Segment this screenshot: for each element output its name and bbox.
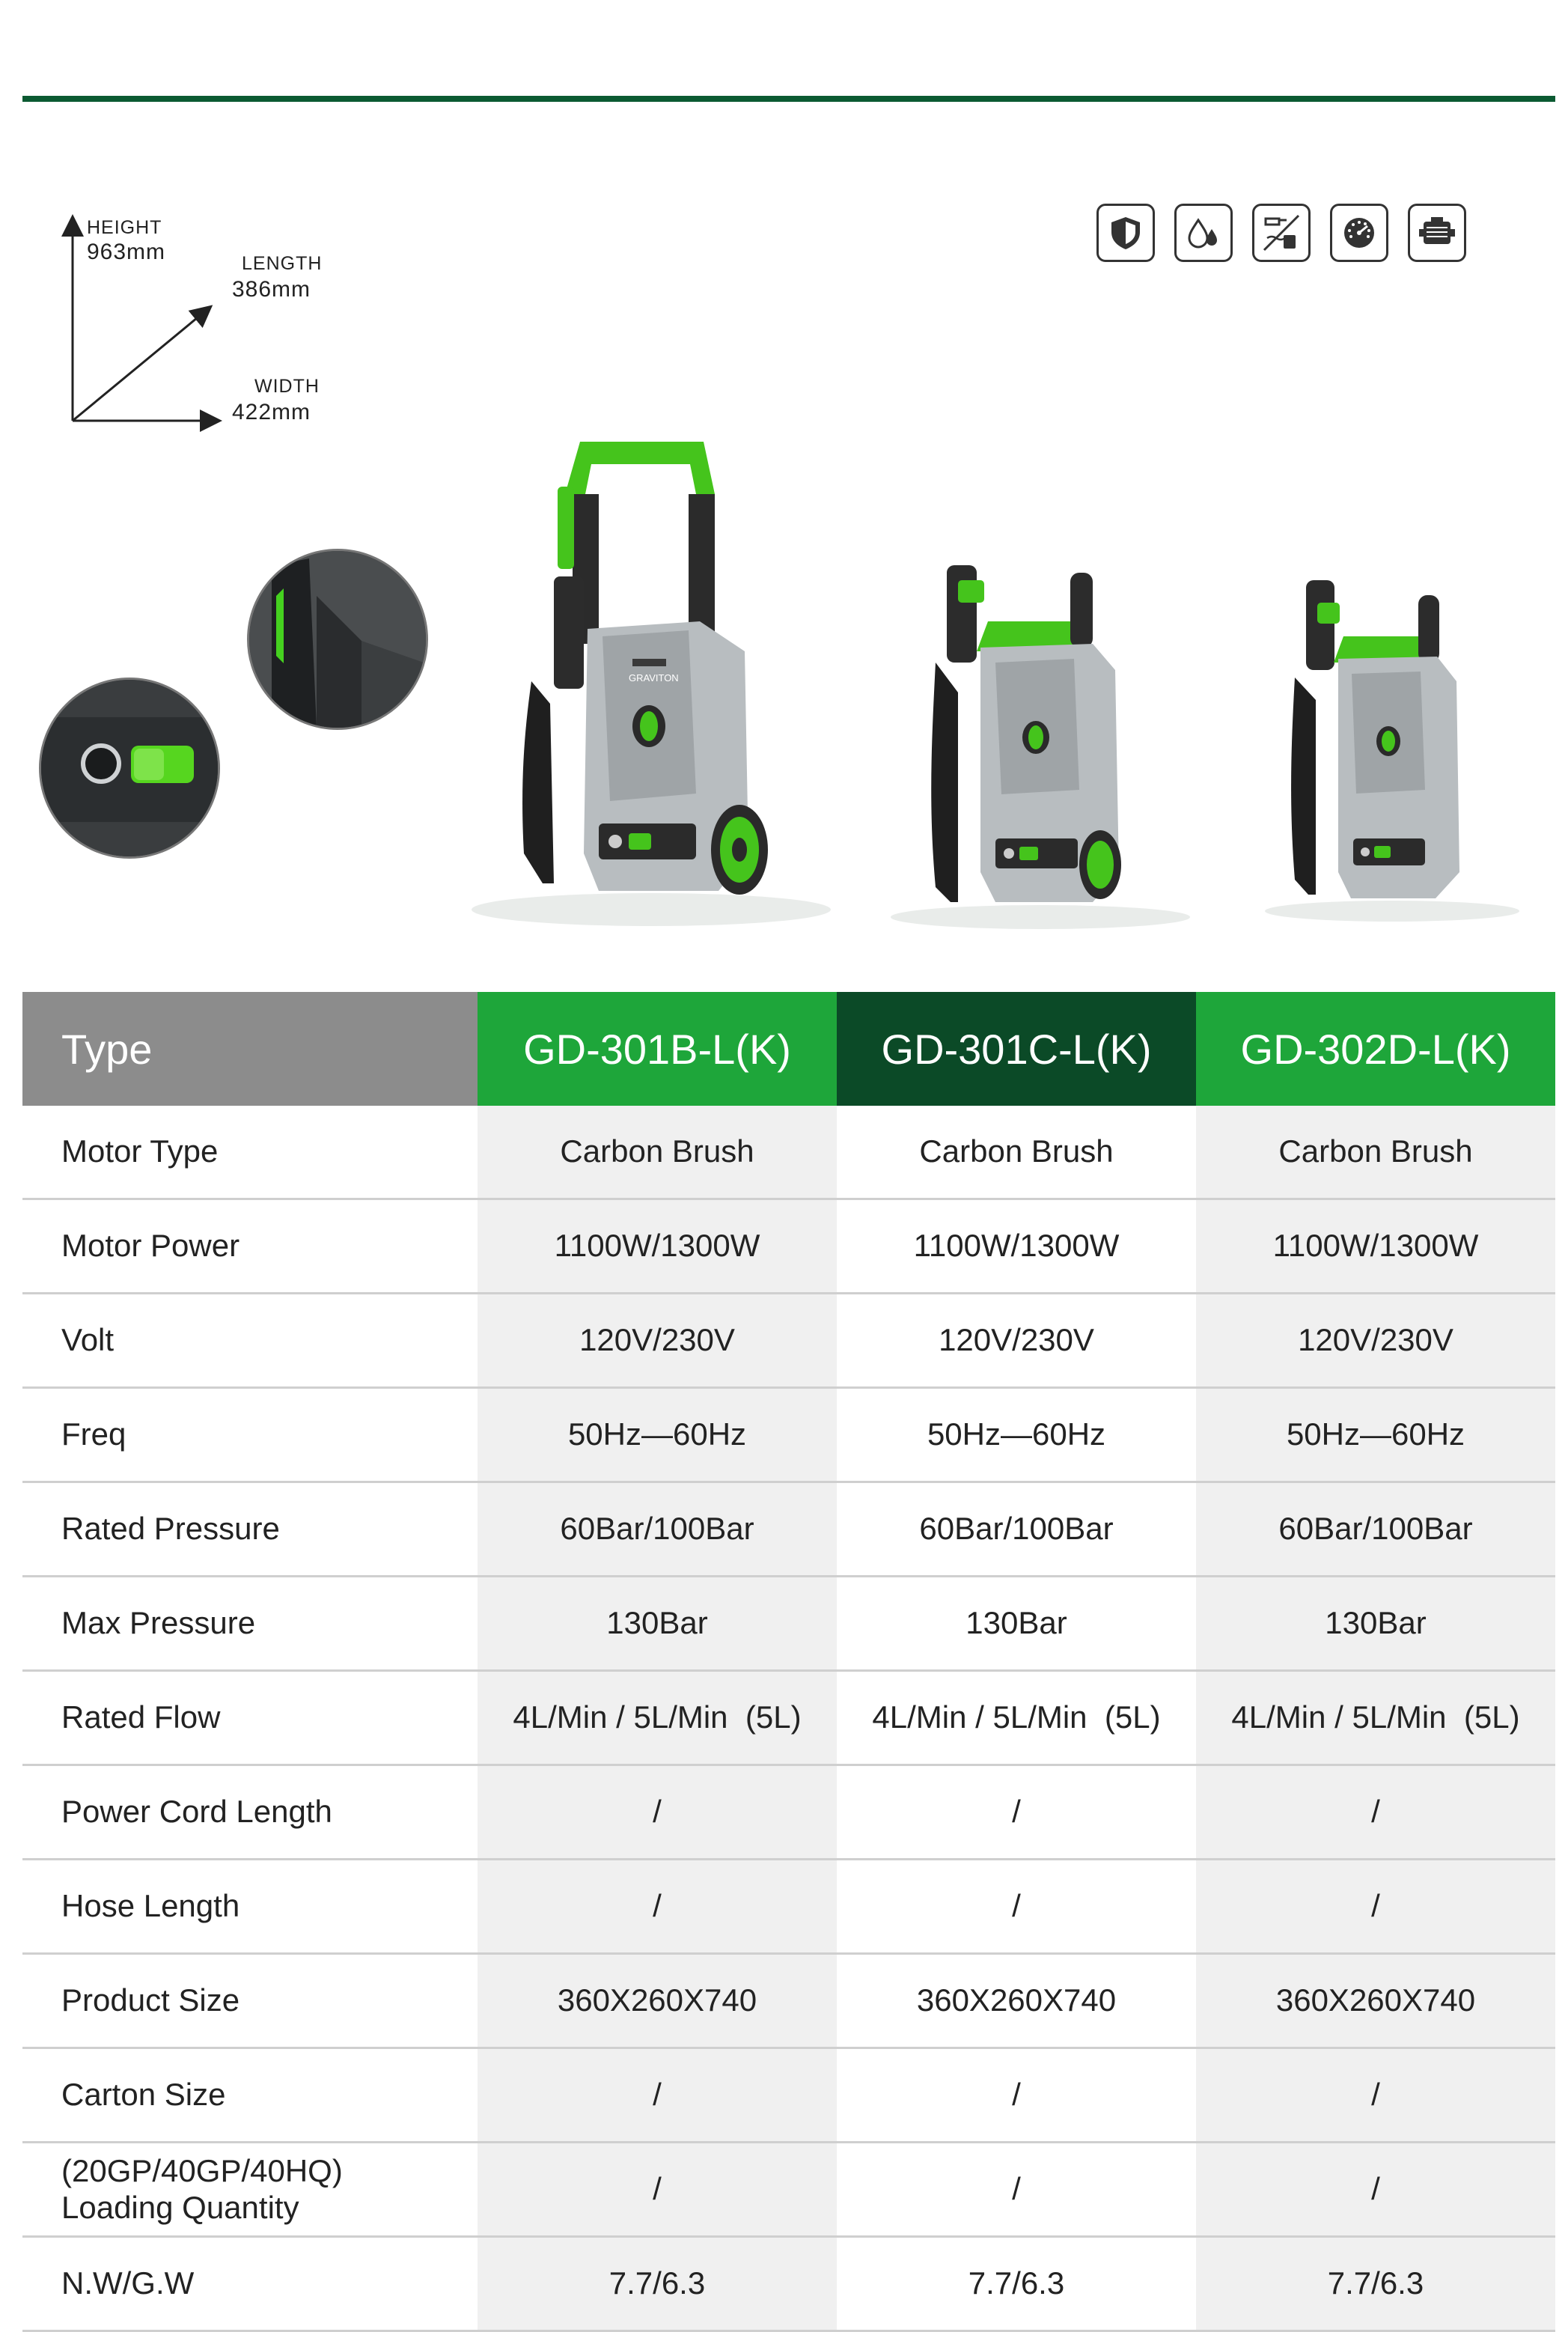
model-header-gd-301c: GD-301C-L(K): [837, 992, 1196, 1106]
table-row: [22, 1294, 1555, 1388]
cell-value: Carbon Brush: [478, 1106, 837, 1199]
cell-value: 60Bar/100Bar: [478, 1482, 837, 1577]
cell-value: 130Bar: [478, 1577, 837, 1671]
cell-value: /: [837, 2048, 1196, 2143]
cell-value: 50Hz—60Hz: [1196, 1388, 1555, 1482]
top-rule: [22, 96, 1555, 102]
product-image-gd-301c: [876, 550, 1205, 936]
row-label: Freq: [22, 1388, 478, 1482]
product-image-gd-301b: [449, 434, 853, 940]
cell-value: /: [478, 2143, 837, 2237]
cell-value: /: [1196, 1765, 1555, 1860]
width-value: 422mm: [232, 400, 311, 424]
row-label: N.W/G.W: [22, 2237, 478, 2331]
cell-value: 360X260X740: [837, 1954, 1196, 2048]
cell-value: 120V/230V: [1196, 1294, 1555, 1388]
cell-value: 120V/230V: [837, 1294, 1196, 1388]
row-label-line1: (20GP/40GP/40HQ): [61, 2153, 343, 2189]
cell-value: /: [478, 1860, 837, 1954]
cell-value: 4L/Min / 5L/Min (5L): [837, 1671, 1196, 1765]
cell-value: /: [837, 2143, 1196, 2237]
row-label: Max Pressure: [22, 1577, 478, 1671]
water-drops-icon: [1174, 204, 1233, 262]
table-row: [22, 1954, 1555, 2048]
row-label: Power Cord Length: [22, 1765, 478, 1860]
cell-value: /: [837, 1765, 1196, 1860]
cell-value: 360X260X740: [478, 1954, 837, 2048]
cell-value: Carbon Brush: [1196, 1106, 1555, 1199]
table-row: [22, 1860, 1555, 1954]
table-row: [22, 1482, 1555, 1577]
motor-icon: [1408, 204, 1466, 262]
cell-value: 1100W/1300W: [1196, 1199, 1555, 1294]
cell-value: /: [478, 2048, 837, 2143]
row-label-line2: Loading Quantity: [61, 2189, 299, 2225]
type-header: Type: [22, 992, 478, 1106]
cell-value: 4L/Min / 5L/Min (5L): [478, 1671, 837, 1765]
cell-value: 60Bar/100Bar: [837, 1482, 1196, 1577]
table-row: [22, 2048, 1555, 2143]
spray-gun-icon: [1252, 204, 1311, 262]
cell-value: 130Bar: [837, 1577, 1196, 1671]
table-row: [22, 2237, 1555, 2331]
table-row: [22, 1577, 1555, 1671]
table-row: [22, 1765, 1555, 1860]
dimensions-diagram: [60, 210, 344, 434]
cell-value: 7.7/6.3: [1196, 2237, 1555, 2331]
cell-value: 130Bar: [1196, 1577, 1555, 1671]
cell-value: /: [1196, 1860, 1555, 1954]
cell-value: 1100W/1300W: [478, 1199, 837, 1294]
cell-value: 50Hz—60Hz: [837, 1388, 1196, 1482]
row-label: [22, 2143, 478, 2237]
model-header-gd-302d: GD-302D-L(K): [1196, 992, 1555, 1106]
product-image-gd-302d: [1250, 565, 1534, 928]
row-label: Motor Power: [22, 1199, 478, 1294]
cell-value: 1100W/1300W: [837, 1199, 1196, 1294]
row-label: Carton Size: [22, 2048, 478, 2143]
brand-label: GRAVITON: [629, 672, 679, 684]
table-row: [22, 2143, 1555, 2237]
height-label: HEIGHT: [87, 217, 162, 238]
cell-value: 120V/230V: [478, 1294, 837, 1388]
length-value: 386mm: [232, 277, 311, 302]
cell-value: 7.7/6.3: [837, 2237, 1196, 2331]
row-label: Hose Length: [22, 1860, 478, 1954]
model-header-gd-301b: GD-301B-L(K): [478, 992, 837, 1106]
cell-value: 7.7/6.3: [478, 2237, 837, 2331]
table-header-row: [22, 992, 1555, 1106]
cell-value: /: [1196, 2048, 1555, 2143]
feature-icons: [1096, 204, 1466, 262]
table-row: [22, 1671, 1555, 1765]
cell-value: 50Hz—60Hz: [478, 1388, 837, 1482]
row-label: Rated Flow: [22, 1671, 478, 1765]
cell-value: 60Bar/100Bar: [1196, 1482, 1555, 1577]
spec-table: [22, 992, 1555, 2332]
shield-icon: [1096, 204, 1155, 262]
table-row: [22, 1199, 1555, 1294]
cell-value: /: [1196, 2143, 1555, 2237]
cell-value: Carbon Brush: [837, 1106, 1196, 1199]
row-label: Product Size: [22, 1954, 478, 2048]
table-row: [22, 1106, 1555, 1199]
row-label: Rated Pressure: [22, 1482, 478, 1577]
switch-detail-image: [39, 678, 220, 859]
pressure-gauge-icon: [1330, 204, 1388, 262]
row-label: Volt: [22, 1294, 478, 1388]
width-label: WIDTH: [254, 376, 320, 397]
table-row: [22, 1388, 1555, 1482]
handle-detail-image: [247, 549, 428, 730]
cell-value: /: [837, 1860, 1196, 1954]
cell-value: 360X260X740: [1196, 1954, 1555, 2048]
length-label: LENGTH: [242, 253, 323, 274]
cell-value: 4L/Min / 5L/Min (5L): [1196, 1671, 1555, 1765]
height-value: 963mm: [87, 240, 166, 264]
row-label: Motor Type: [22, 1106, 478, 1199]
cell-value: /: [478, 1765, 837, 1860]
